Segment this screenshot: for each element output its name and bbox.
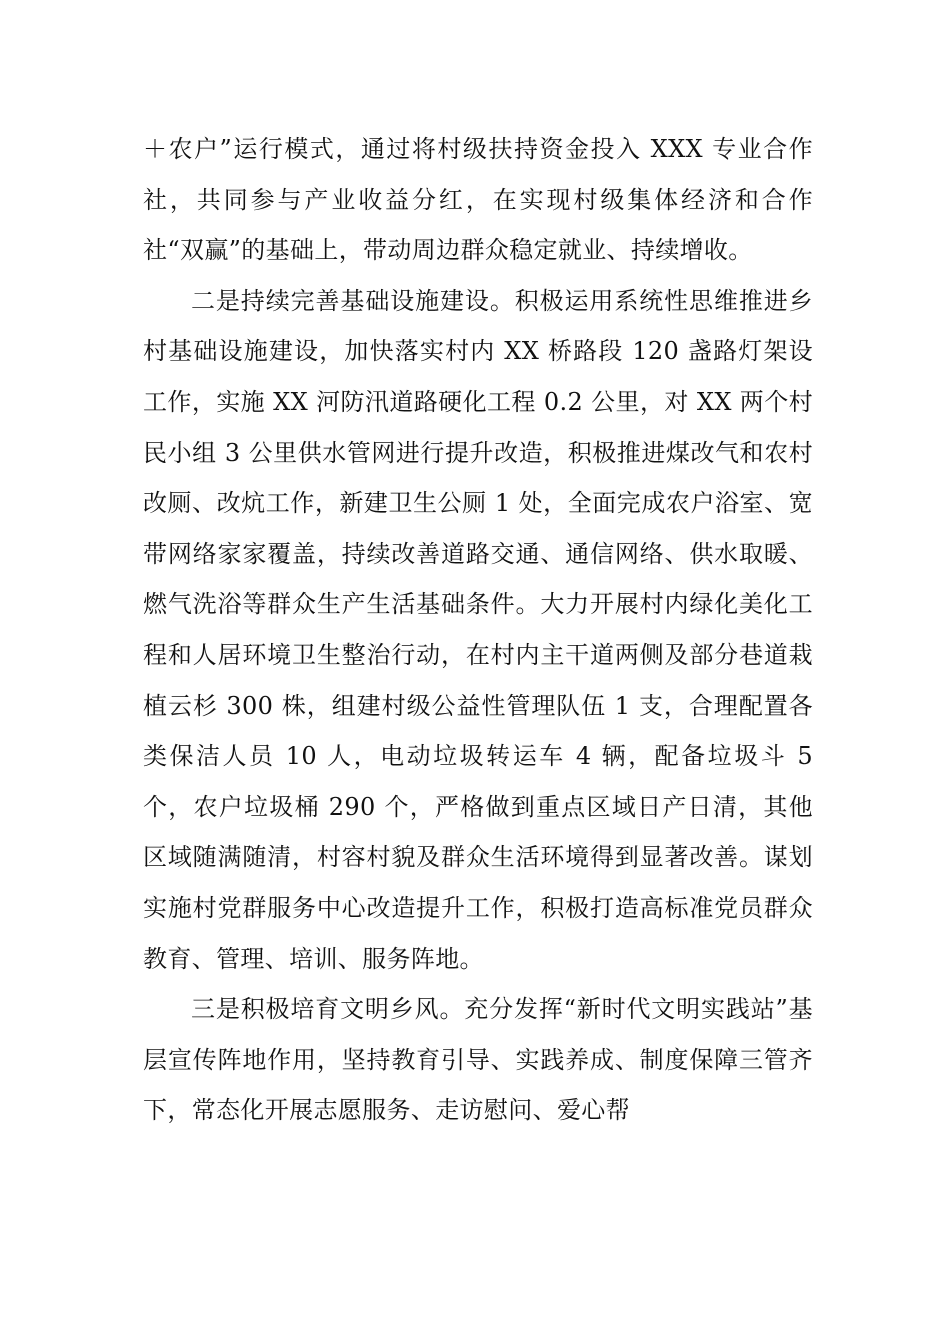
- document-body: [143, 124, 813, 1136]
- paragraph-cooperative-model: ＋农户”运行模式，通过将村级扶持资金投入 XXX 专业合作社，共同参与产业收益分红，在实现村级集体经济和合作社“双赢”的基础上，带动周边群众稳定就业、持续增收。: [143, 135, 813, 265]
- paragraph-infrastructure: 二是持续完善基础设施建设。积极运用系统性思维推进乡村基础设施建设，加快落实村内 XX 桥路段 120 盏路灯架设工作，实施 XX 河防汛道路硬化工程 0.2 公里，对 XX 两个村民小组 3 公里供水管网进行提升改造，积极推进煤改气和农村改厕、改炕工作，新建卫生公厕 1 处，全面完成农户浴室、宽带网络家家覆盖，持续改善道路交通、通信网络、供水取暖、燃气洗浴等群众生产生活基础条件。大力开展村内绿化美化工程和人居环境卫生整治行动，在村内主干道两侧及部分巷道栽植云杉 300 株，组建村级公益性管理队伍 1 支，合理配置各类保洁人员 10 人，电动垃圾转运车 4 辆，配备垃圾斗 5 个，农户垃圾桶 290 个，严格做到重点区域日产日清，其他区域随满随清，村容村貌及群众生活环境得到显著改善。谋划实施村党群服务中心改造提升工作，积极打造高标准党员群众教育、管理、培训、服务阵地。: [143, 286, 813, 973]
- paragraph-civilization: 三是积极培育文明乡风。充分发挥“新时代文明实践站”基层宣传阵地作用，坚持教育引导、实践养成、制度保障三管齐下，常态化开展志愿服务、走访慰问、爱心帮: [143, 995, 813, 1125]
